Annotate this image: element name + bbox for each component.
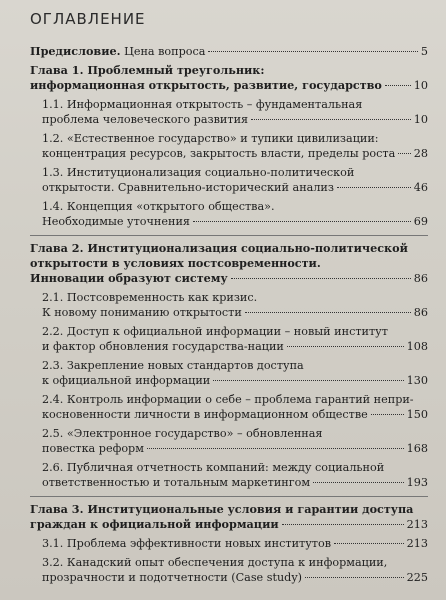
toc-entry-line: 1.3. Институционализация социально-политической [42,166,355,179]
toc-entry-line: Глава 3. Институциональные условия и гарантии доступа [30,502,414,516]
page-number: 130 [406,374,428,387]
dot-leader [282,524,404,525]
dot-leader [337,187,411,188]
toc-entry-leader-line [42,570,428,585]
toc-entry-line: Глава 1. Проблемный треугольник: [30,63,265,77]
toc-chapter-entry[interactable] [30,502,428,532]
toc-entry-line: открытости в условиях постсовременности. [30,256,321,270]
toc-section-entry[interactable] [30,536,428,551]
dot-leader [208,51,417,52]
toc-entry-leader-line [30,78,428,93]
dot-leader [385,85,411,86]
toc-entry-line: 1.1. Информационная открытость – фундаментальная [42,98,363,111]
page-number: 46 [413,181,428,194]
toc-entry-leader-line [42,214,428,229]
page-number: 213 [406,537,428,550]
toc-entry-leader-line [42,441,428,456]
toc-section-entry[interactable] [30,426,428,456]
toc-section-entry[interactable] [30,392,428,422]
toc-section-entry[interactable] [30,324,428,354]
toc-chapter-entry[interactable] [30,241,428,286]
toc-entry-line: 2.2. Доступ к официальной информации – новый институт [42,325,388,338]
dot-leader [398,153,411,154]
toc-entry-line: Глава 2. Институционализация социально-политической [30,241,408,255]
toc-entry-leader-line [42,475,428,490]
dot-leader [251,119,411,120]
toc-entry-title: Необходимые уточнения [42,215,190,228]
page-number: 193 [406,476,428,489]
toc-entry-leader-line [30,44,428,59]
toc-section-entry[interactable] [30,131,428,161]
toc-section-entry[interactable] [30,97,428,127]
toc-section-entry[interactable] [30,165,428,195]
toc-section-entry[interactable] [30,358,428,388]
toc-entry-title: повестка реформ [42,442,144,455]
toc-entry-title: граждан к официальной информации [30,517,279,531]
dot-leader [213,380,403,381]
dot-leader [313,482,404,483]
toc-section-entry[interactable] [30,555,428,585]
dot-leader [334,543,404,544]
toc-entry-line: 3.2. Канадский опыт обеспечения доступа к информации, [42,556,388,569]
toc-entry-line: 2.1. Постсовременность как кризис. [42,291,258,304]
toc-entry-title: К новому пониманию открытости [42,306,242,319]
toc-entry-title: концентрация ресурсов, закрытость власти, пределы роста [42,147,396,160]
toc-entry-leader-line [42,536,428,551]
toc-entry-leader-line [42,180,428,195]
toc-entry-leader-line [42,339,428,354]
toc-entry-title: косновенности личности в информационном обществе [42,408,368,421]
toc-entry-line: 2.5. «Электронное государство» – обновленная [42,427,323,440]
dot-leader [287,346,404,347]
dot-leader [231,278,411,279]
toc-entry-title: 3.1. Проблема эффективности новых институтов [42,537,332,550]
toc-entry-title: к официальной информации [42,374,211,387]
toc-entry-line: 2.4. Контроль информации о себе – проблема гарантий непри- [42,393,414,406]
page-number: 5 [420,45,428,58]
page-number: 213 [406,518,428,531]
toc-entry-title: информационная открытость, развитие, государство [30,78,382,92]
preface-label: Предисловие. [30,44,121,58]
toc-entry-leader-line [42,146,428,161]
toc-entry-title: проблема человеческого развития [42,113,249,126]
toc-entry-line: 1.4. Концепция «открытого общества». [42,200,275,213]
page-number: 108 [406,340,428,353]
chapter-divider [30,235,428,236]
toc-entry-leader-line [42,112,428,127]
toc-section-entry[interactable] [30,290,428,320]
toc-section-entry[interactable] [30,199,428,229]
toc-entry-leader-line [42,305,428,320]
page-number: 150 [406,408,428,421]
dot-leader [193,221,411,222]
chapter-divider [30,496,428,497]
toc-entry-title: открытости. Сравнительно-исторический анализ [42,181,334,194]
page-number: 10 [413,79,428,92]
page-number: 28 [413,147,428,160]
page-number: 86 [413,272,428,285]
preface-subtitle: Цена вопроса [120,45,206,58]
toc-section-entry[interactable] [30,460,428,490]
dot-leader [245,312,411,313]
dot-leader [371,414,404,415]
dot-leader [147,448,404,449]
toc-entry-title: ответственностью и тотальным маркетингом [42,476,311,489]
toc-entry-title: Инновации образуют систему [30,271,228,285]
toc-entry-title: и фактор обновления государства-нации [42,340,284,353]
toc-entry-leader-line [30,271,428,286]
page-number: 86 [413,306,428,319]
toc-entry-leader-line [42,373,428,388]
toc-entry-title: прозрачности и подотчетности (Case study) [42,571,303,584]
toc-chapter-entry[interactable] [30,63,428,93]
toc-entry-leader-line [30,517,428,532]
page-number: 69 [413,215,428,228]
toc-entry-leader-line [42,407,428,422]
page-title: ОГЛАВЛЕНИЕ [30,10,146,28]
page-number: 168 [406,442,428,455]
toc-entry-line: 1.2. «Естественное государство» и тупики цивилизации: [42,132,379,145]
toc-entry-title [30,44,205,59]
page-number: 10 [413,113,428,126]
dot-leader [305,577,404,578]
table-of-contents [30,44,428,589]
toc-entry-line: 2.6. Публичная отчетность компаний: между социальной [42,461,385,474]
toc-entry-line: 2.3. Закрепление новых стандартов доступа [42,359,304,372]
page-number: 225 [406,571,428,584]
toc-preface-entry[interactable] [30,44,428,59]
